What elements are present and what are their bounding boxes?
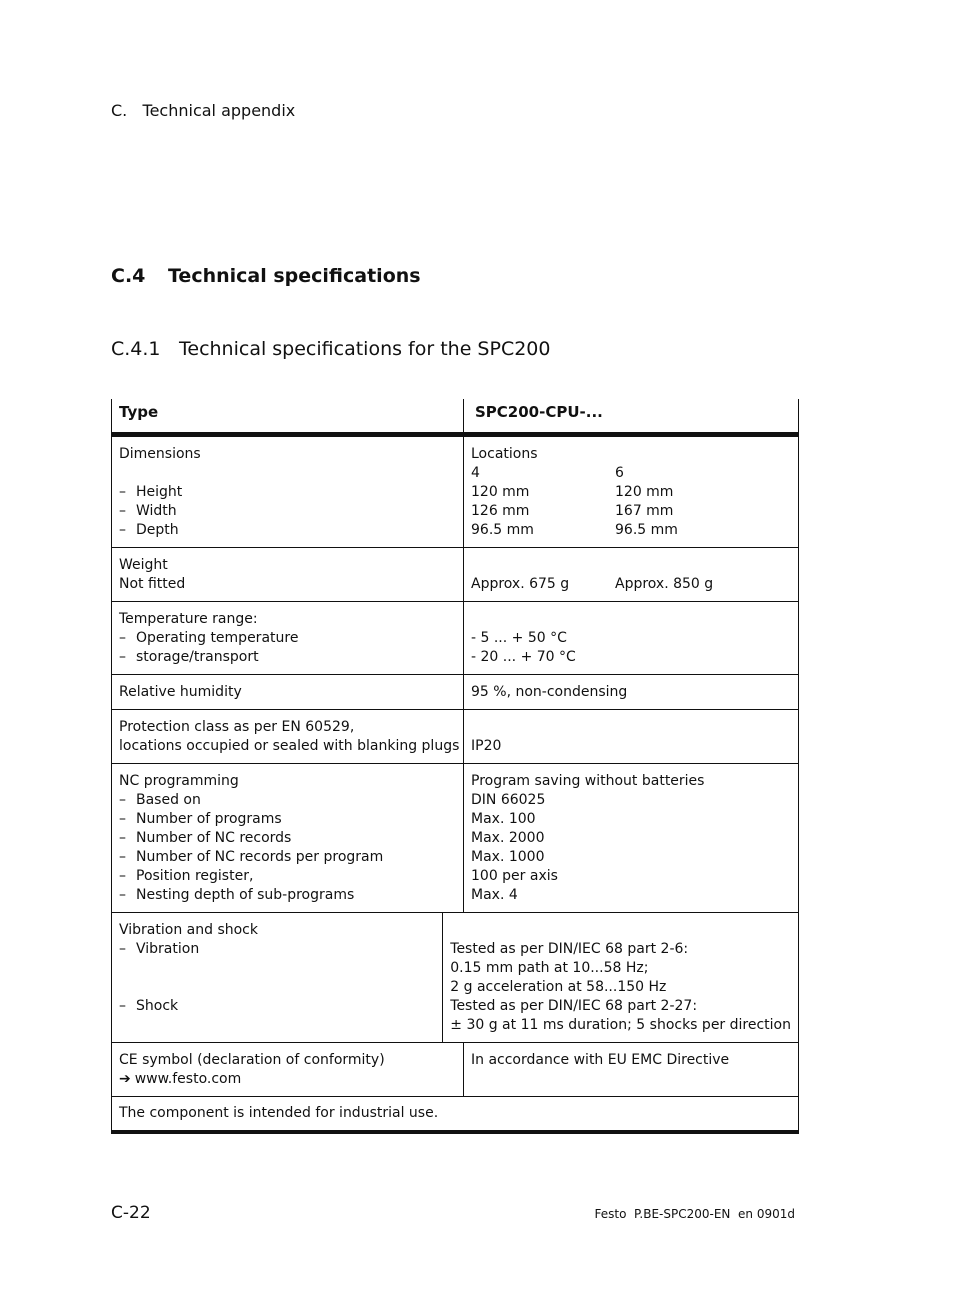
ce-label: CE symbol (declaration of conformity) bbox=[119, 1052, 385, 1068]
subsection-heading bbox=[111, 336, 550, 362]
vibration-value-cell bbox=[443, 913, 798, 1042]
nc-item-value: Max. 4 bbox=[471, 887, 518, 903]
table-row-protection bbox=[111, 710, 799, 764]
weight-value-4: Approx. 675 g bbox=[471, 576, 570, 592]
operating-temperature-label: Operating temperature bbox=[136, 630, 299, 646]
nc-item-label: Number of NC records bbox=[136, 830, 292, 846]
width-label: Width bbox=[136, 503, 177, 519]
table-row-dimensions bbox=[111, 437, 799, 548]
dimensions-value-cell bbox=[464, 437, 798, 547]
nc-item-value: Max. 100 bbox=[471, 811, 536, 827]
temperature-value-cell bbox=[464, 602, 798, 674]
weight-label-cell bbox=[112, 548, 464, 601]
weight-value-cell bbox=[464, 548, 798, 601]
humidity-value-cell bbox=[464, 675, 798, 709]
page-number: C-22 bbox=[111, 1203, 151, 1223]
ce-link[interactable]: www.festo.com bbox=[134, 1071, 242, 1087]
table-row-nc-programming bbox=[111, 764, 799, 913]
table-row-temperature bbox=[111, 602, 799, 675]
nc-item-label: Number of NC records per program bbox=[136, 849, 384, 865]
table-row-weight bbox=[111, 548, 799, 602]
vibration-value: 0.15 mm path at 10...58 Hz; bbox=[450, 960, 649, 976]
section-title: Technical specifications bbox=[168, 265, 421, 287]
nc-item-value: Max. 1000 bbox=[471, 849, 545, 865]
nc-value-cell bbox=[464, 764, 798, 912]
ce-value-cell bbox=[464, 1043, 798, 1096]
locations-label: Locations bbox=[471, 446, 538, 462]
locations-4: 4 bbox=[471, 465, 480, 481]
table-row-note bbox=[111, 1097, 799, 1134]
vibration-shock-label: Vibration and shock bbox=[119, 922, 258, 938]
ce-label-cell bbox=[112, 1043, 464, 1096]
subsection-title: Technical specifications for the SPC200 bbox=[179, 338, 551, 360]
protection-label-cell bbox=[112, 710, 464, 763]
section-heading bbox=[111, 263, 421, 289]
operating-temperature-value: - 5 ... + 50 °C bbox=[471, 630, 567, 646]
humidity-value: 95 %, non-condensing bbox=[471, 684, 628, 700]
storage-temperature-value: - 20 ... + 70 °C bbox=[471, 649, 576, 665]
nc-label: NC programming bbox=[119, 773, 239, 789]
protection-value: IP20 bbox=[471, 738, 502, 754]
protection-value-cell bbox=[464, 710, 798, 763]
width-value-6: 167 mm bbox=[615, 503, 674, 519]
depth-value-6: 96.5 mm bbox=[615, 522, 678, 538]
humidity-label-cell bbox=[112, 675, 464, 709]
storage-temperature-label: storage/transport bbox=[136, 649, 259, 665]
width-value-4: 126 mm bbox=[471, 503, 530, 519]
section-number: C.4 bbox=[111, 265, 146, 287]
locations-6: 6 bbox=[615, 465, 624, 481]
nc-item-label: Based on bbox=[136, 792, 201, 808]
table-row-humidity bbox=[111, 675, 799, 710]
depth-value-4: 96.5 mm bbox=[471, 522, 534, 538]
weight-value-6: Approx. 850 g bbox=[615, 576, 714, 592]
nc-item-value: DIN 66025 bbox=[471, 792, 546, 808]
dimensions-label: Dimensions bbox=[119, 446, 201, 462]
nc-heading-value: Program saving without batteries bbox=[471, 773, 705, 789]
header-type-cell: Type bbox=[112, 399, 464, 432]
running-head: C. Technical appendix bbox=[111, 101, 296, 120]
subsection-number: C.4.1 bbox=[111, 338, 161, 360]
arrow-right-icon: ➔ bbox=[119, 1071, 131, 1087]
shock-value: ± 30 g at 11 ms duration; 5 shocks per direction bbox=[450, 1017, 791, 1033]
vibration-label-cell: Vibration and shock – Vibration – Shock bbox=[112, 913, 443, 1042]
protection-label-line1: Protection class as per EN 60529, bbox=[119, 719, 355, 735]
note-cell bbox=[112, 1097, 798, 1130]
spec-table bbox=[111, 399, 799, 1134]
weight-label: Weight bbox=[119, 557, 168, 573]
shock-value: Tested as per DIN/IEC 68 part 2-27: bbox=[450, 998, 698, 1014]
document-reference: Festo P.BE-SPC200-EN en 0901d bbox=[594, 1207, 795, 1221]
nc-item-label: Nesting depth of sub-programs bbox=[136, 887, 355, 903]
nc-item-label: Position register, bbox=[136, 868, 254, 884]
nc-item-label: Number of programs bbox=[136, 811, 282, 827]
nc-item-value: 100 per axis bbox=[471, 868, 558, 884]
table-row-vibration bbox=[111, 913, 799, 1043]
table-header-row bbox=[111, 399, 799, 437]
temperature-label: Temperature range: bbox=[119, 611, 258, 627]
humidity-label: Relative humidity bbox=[119, 684, 242, 700]
vibration-value: 2 g acceleration at 58...150 Hz bbox=[450, 979, 667, 995]
weight-sub-label: Not fitted bbox=[119, 576, 186, 592]
header-value-cell: SPC200-CPU-... bbox=[475, 403, 603, 421]
vibration-value: Tested as per DIN/IEC 68 part 2-6: bbox=[450, 941, 689, 957]
height-value-6: 120 mm bbox=[615, 484, 674, 500]
ce-value: In accordance with EU EMC Directive bbox=[471, 1052, 730, 1068]
industrial-use-note: The component is intended for industrial use. bbox=[119, 1105, 439, 1121]
protection-label-line2: locations occupied or sealed with blanking plugs bbox=[119, 738, 460, 754]
table-row-ce bbox=[111, 1043, 799, 1097]
height-label: Height bbox=[136, 484, 183, 500]
height-value-4: 120 mm bbox=[471, 484, 530, 500]
nc-item-value: Max. 2000 bbox=[471, 830, 545, 846]
shock-label: Shock bbox=[136, 998, 179, 1014]
vibration-label: Vibration bbox=[136, 941, 200, 957]
nc-label-cell: NC programming – Based on – Number of programs – Number of NC records – Number of NC records per program – Position register, – Nesting depth of sub-programs bbox=[112, 764, 464, 912]
dimensions-label-cell: Dimensions – Height – Width – Depth bbox=[112, 437, 464, 547]
temperature-label-cell: Temperature range: – Operating temperature – storage/transport bbox=[112, 602, 464, 674]
depth-label: Depth bbox=[136, 522, 179, 538]
